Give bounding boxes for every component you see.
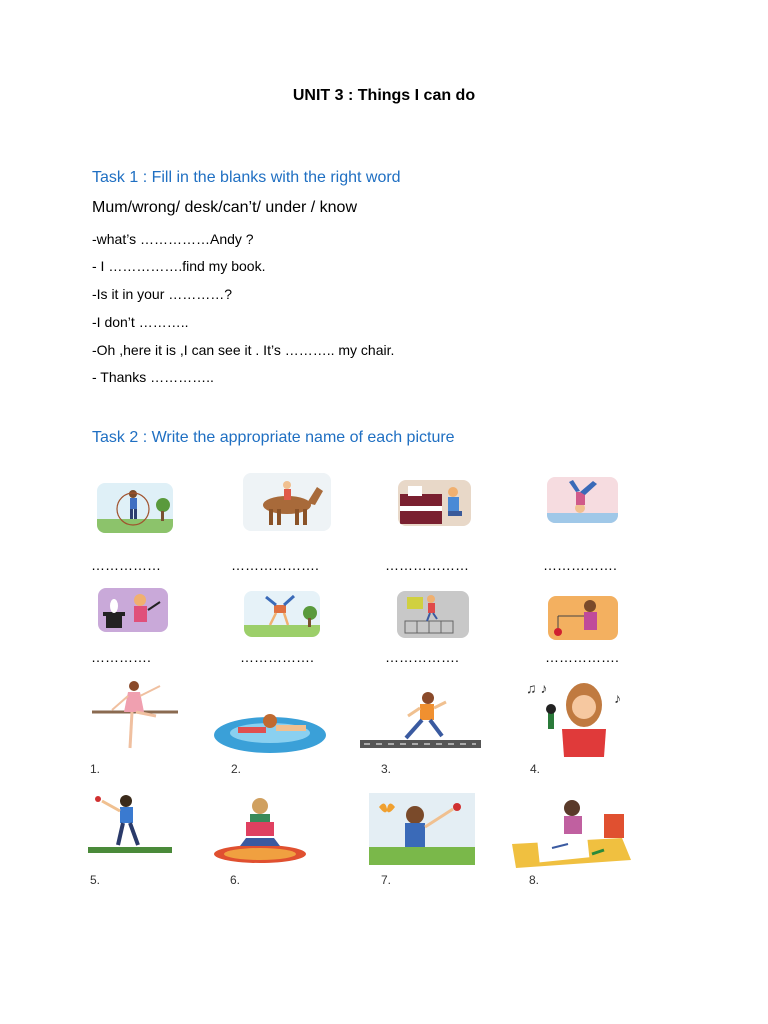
picture-number-1: 1. bbox=[90, 762, 101, 776]
picture-number-6: 6. bbox=[230, 873, 241, 887]
ballet-picture bbox=[90, 676, 180, 756]
swimming-picture bbox=[212, 705, 336, 757]
piano-picture bbox=[398, 480, 471, 526]
task1-line-1: -what’s ……………Andy ? bbox=[92, 231, 254, 247]
answer-blank-4[interactable]: ……………. bbox=[543, 557, 617, 573]
answer-blank-2[interactable]: ………………. bbox=[231, 557, 319, 573]
catching-butterfly-picture bbox=[369, 793, 475, 865]
reading-picture bbox=[212, 792, 308, 864]
svg-text:♪: ♪ bbox=[614, 690, 621, 706]
task2-heading: Task 2 : Write the appropriate name of each picture bbox=[92, 429, 455, 446]
answer-blank-3[interactable]: ……………… bbox=[385, 557, 469, 573]
horse-riding-picture bbox=[243, 473, 331, 531]
task1-line-5: -Oh ,here it is ,I can see it . It’s ……….. my chair. bbox=[92, 342, 395, 358]
answer-blank-5[interactable]: …………. bbox=[91, 649, 151, 665]
task1-line-3: -Is it in your …………? bbox=[92, 286, 233, 302]
answer-blank-7[interactable]: ……………. bbox=[385, 649, 459, 665]
task1-line-6: - Thanks ………….. bbox=[92, 369, 214, 385]
word-bank: Mum/wrong/ desk/can’t/ under / know bbox=[92, 199, 358, 216]
task1-line-2: - I …………….find my book. bbox=[92, 258, 266, 274]
picture-number-3: 3. bbox=[381, 762, 392, 776]
task1-line-4: -I don’t ……….. bbox=[92, 314, 189, 330]
answer-blank-8[interactable]: ……………. bbox=[545, 649, 619, 665]
task1-heading: Task 1 : Fill in the blanks with the right word bbox=[92, 169, 401, 186]
picture-number-8: 8. bbox=[529, 873, 540, 887]
picture-number-5: 5. bbox=[90, 873, 101, 887]
answer-blank-1[interactable]: …………… bbox=[91, 557, 161, 573]
answer-blank-6[interactable]: ……………. bbox=[240, 649, 314, 665]
yoyo-picture bbox=[548, 596, 618, 640]
picture-number-7: 7. bbox=[381, 873, 392, 887]
skipping-rope-picture bbox=[97, 483, 173, 533]
singing-picture bbox=[522, 677, 632, 757]
picture-number-2: 2. bbox=[231, 762, 242, 776]
handstand-picture bbox=[547, 477, 618, 523]
drawing-picture bbox=[512, 794, 631, 868]
page-title: UNIT 3 : Things I can do bbox=[292, 87, 476, 104]
picture-number-4: 4. bbox=[530, 762, 541, 776]
svg-text:♫ ♪: ♫ ♪ bbox=[526, 680, 548, 696]
cartwheel-picture bbox=[244, 591, 320, 637]
throwing-picture bbox=[88, 789, 172, 862]
magic-trick-picture bbox=[98, 588, 168, 632]
running-picture bbox=[360, 686, 481, 754]
hopscotch-picture bbox=[397, 591, 469, 638]
